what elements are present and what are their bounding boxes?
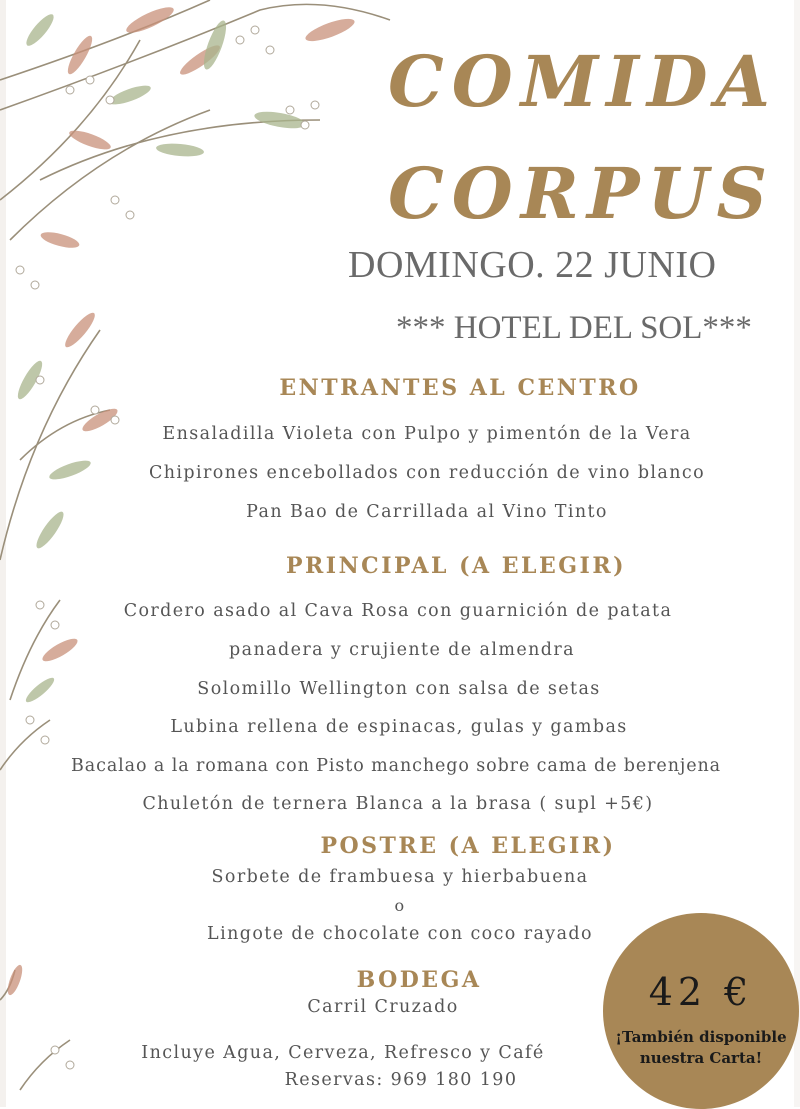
wine-name: Carril Cruzado: [307, 997, 459, 1017]
event-date: DOMINGO. 22 JUNIO: [348, 244, 717, 286]
menu-item-or: o: [394, 896, 406, 915]
menu-item: panadera y crujiente de almendra: [229, 640, 575, 660]
section-heading-wine: BODEGA: [356, 967, 482, 993]
menu-item: Lubina rellena de espinacas, gulas y gambas: [170, 717, 628, 737]
title-line-1: COMIDA: [388, 40, 778, 123]
menu-item: Bacalao a la romana con Pisto manchego sobre cama de berenjena: [71, 756, 721, 776]
reservations-phone: Reservas: 969 180 190: [284, 1070, 518, 1090]
menu-item: Solomillo Wellington con salsa de setas: [197, 679, 601, 699]
section-heading-dessert: POSTRE (A ELEGIR): [320, 833, 616, 859]
right-edge-shadow: [794, 0, 800, 1107]
menu-item: Lingote de chocolate con coco rayado: [207, 924, 593, 944]
availability-line-1: ¡También disponible: [615, 1028, 787, 1046]
menu-item: Pan Bao de Carrillada al Vino Tinto: [246, 502, 608, 522]
title-line-2: CORPUS: [388, 152, 776, 235]
availability-line-2: nuestra Carta!: [639, 1049, 763, 1067]
hotel-name: *** HOTEL DEL SOL***: [396, 310, 752, 346]
menu-item: Sorbete de frambuesa y hierbabuena: [211, 867, 589, 887]
menu-item: Chuletón de ternera Blanca a la brasa ( supl +5€): [142, 794, 654, 814]
menu-item: Chipirones encebollados con reducción de vino blanco: [148, 463, 706, 483]
section-heading-starters: ENTRANTES AL CENTRO: [279, 375, 641, 401]
price: 42 €: [648, 970, 754, 1014]
menu-item: Cordero asado al Cava Rosa con guarnición de patata: [123, 601, 673, 621]
section-heading-main: PRINCIPAL (A ELEGIR): [285, 553, 627, 579]
availability-note: [606, 1027, 796, 1069]
includes-text: Incluye Agua, Cerveza, Refresco y Café: [141, 1043, 545, 1063]
menu-item: Ensaladilla Violeta con Pulpo y pimentón de la Vera: [162, 424, 692, 444]
